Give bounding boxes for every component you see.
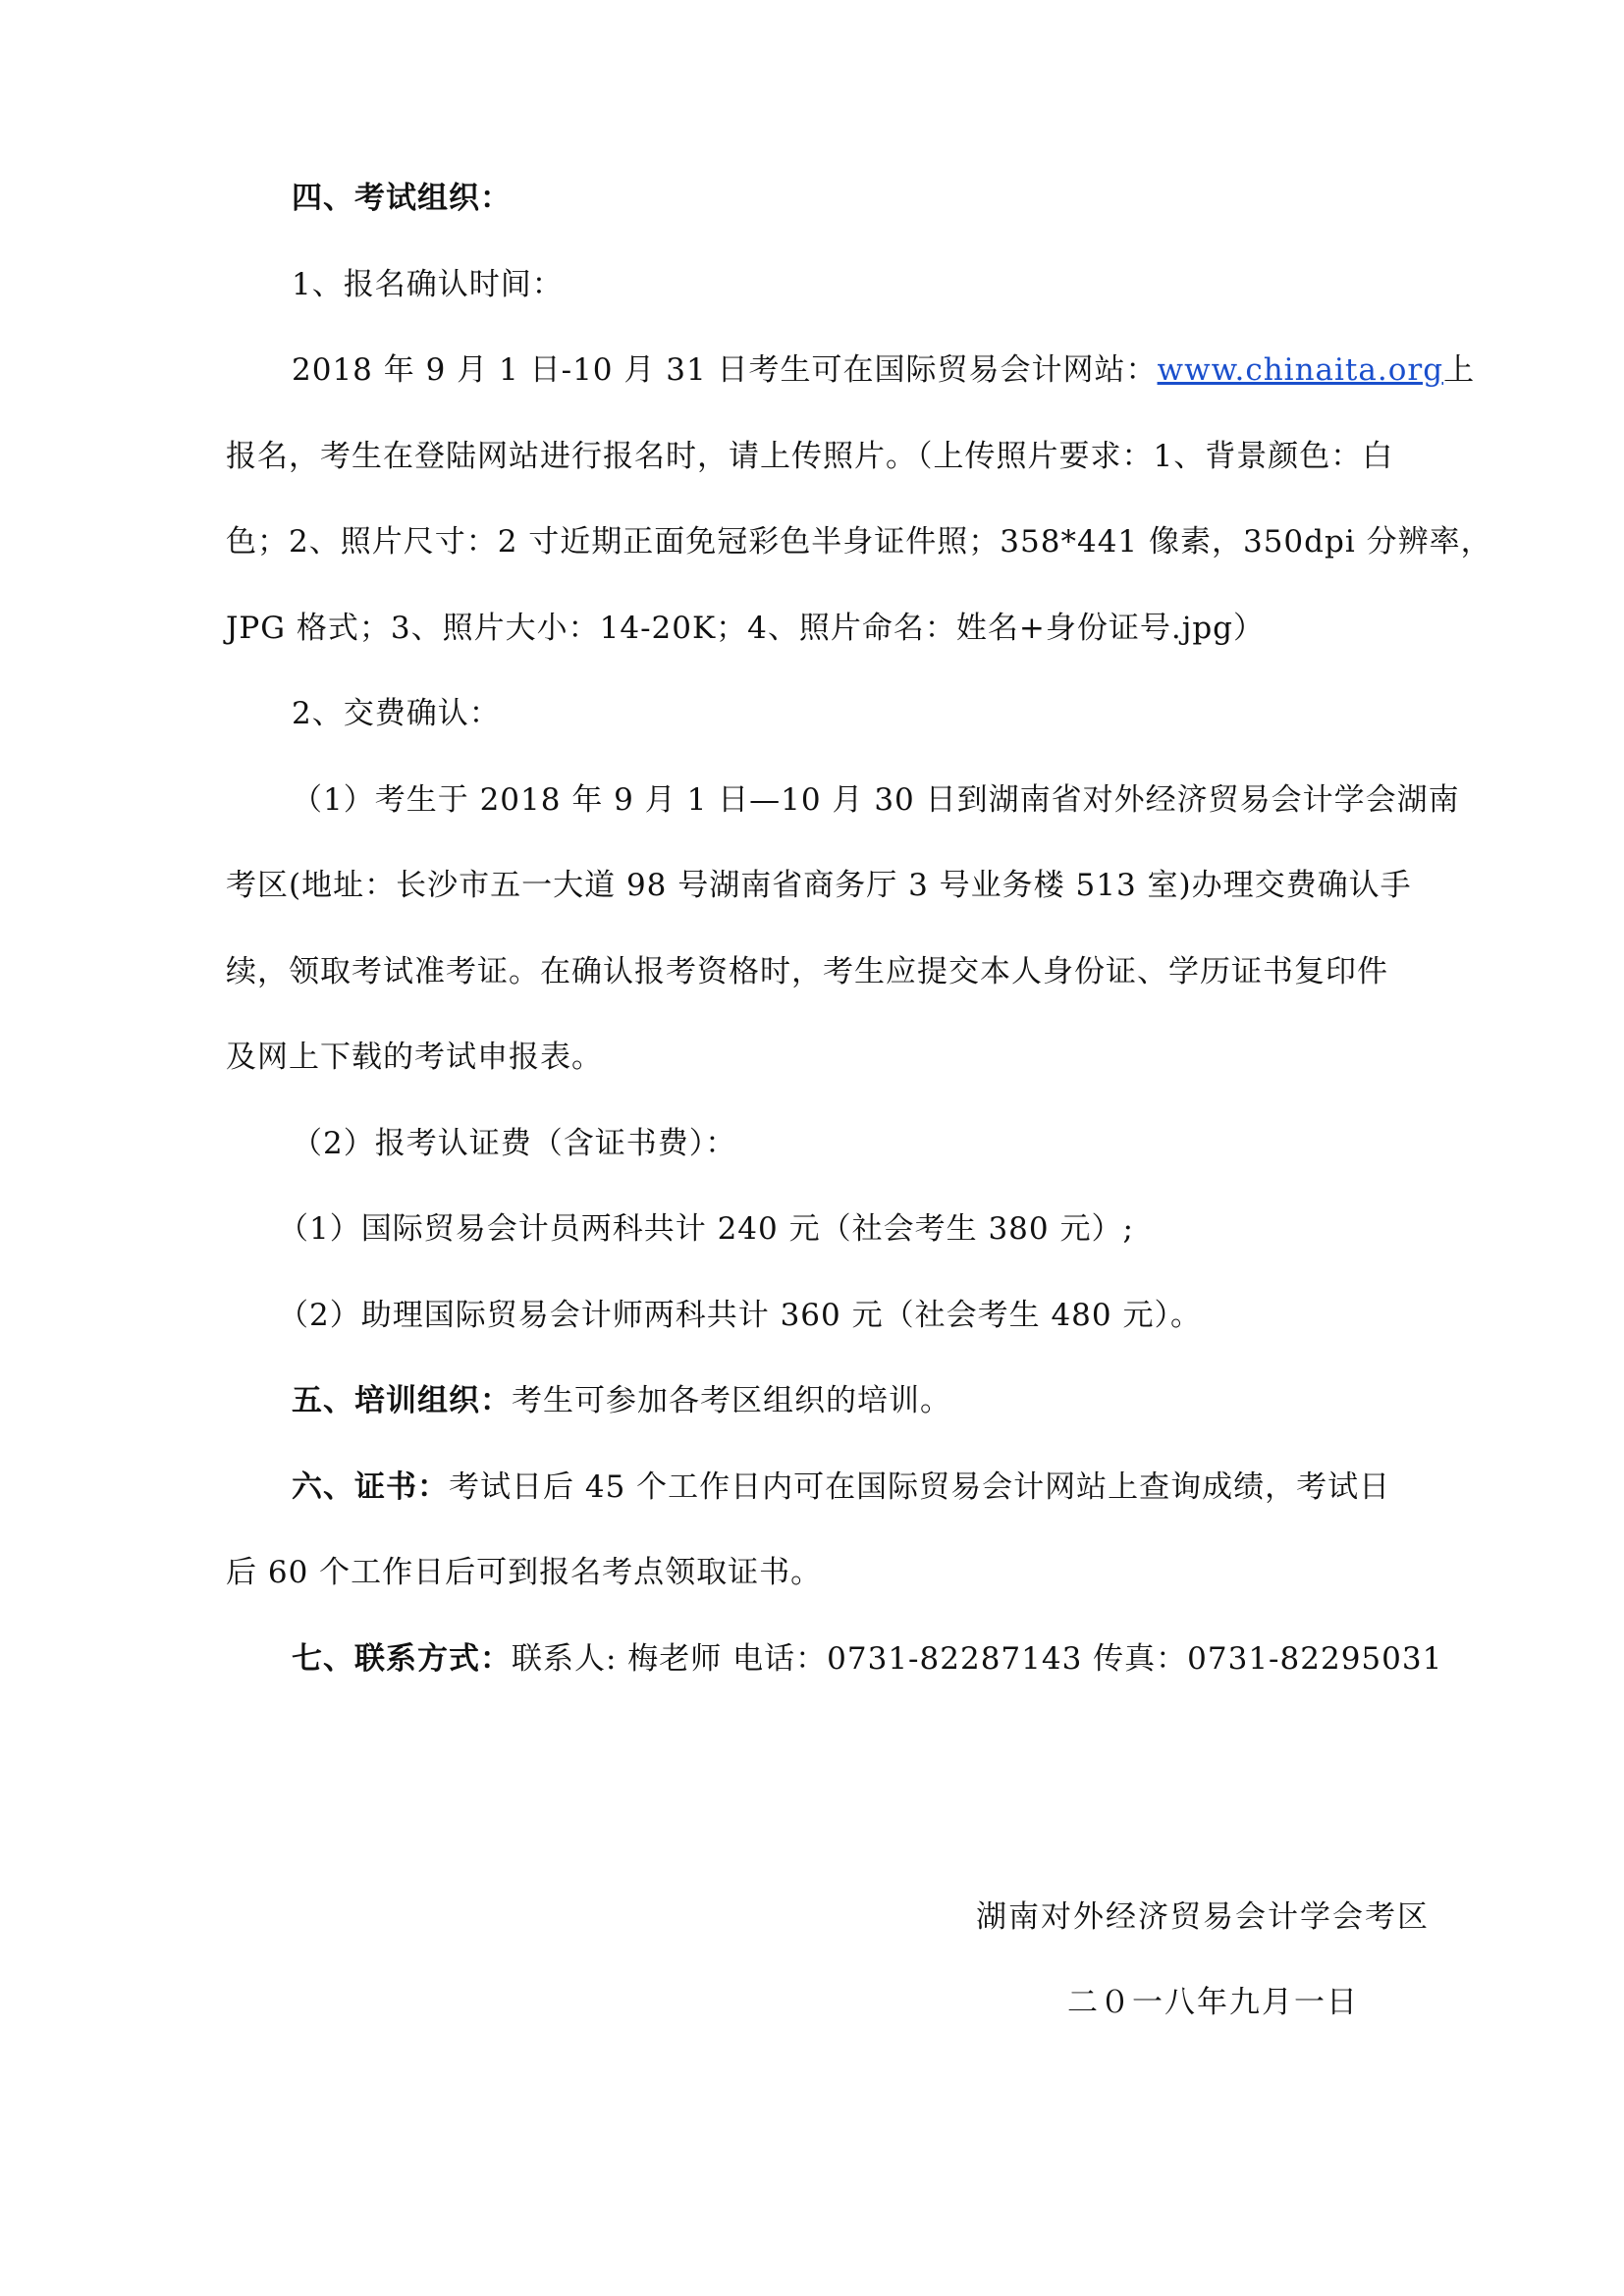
section5-text: 考生可参加各考区组织的培训。 [512,1383,951,1418]
fee-item-2: （2）助理国际贸易会计师两科共计 360 元（社会考生 480 元）。 [278,1298,1202,1333]
fee-paragraph-line1: （1）考生于 2018 年 9 月 1 日—10 月 30 日到湖南省对外经济贸易会计学会湖南 [292,782,1460,818]
section7-text: 联系人: 梅老师 电话：0731-82287143 传真：0731-82295031 [512,1641,1443,1677]
registration-date-text: 2018 年 9 月 1 日-10 月 31 日考生可在国际贸易会计网站： [292,352,1158,388]
fee-paragraph-line2: 考区(地址：长沙市五一大道 98 号湖南省商务厅 3 号业务楼 513 室)办理交费确认手 [226,868,1412,903]
item2-heading: 2、交费确认： [292,696,501,731]
item1-heading: 1、报名确认时间： [292,267,564,302]
section6-line2: 后 60 个工作日后可到报名考点领取证书。 [226,1555,823,1590]
fee-paragraph-line4: 及网上下载的考试申报表。 [226,1040,603,1075]
section5-label: 五、培训组织： [292,1383,512,1418]
signature-organization: 湖南对外经济贸易会计学会考区 [976,1899,1430,1935]
section7-line [292,1639,1442,1679]
registration-suffix-text: 上 [1443,352,1476,388]
section5-line [292,1381,951,1420]
section6-text: 考试日后 45 个工作日内可在国际贸易会计网站上查询成绩，考试日 [449,1469,1391,1505]
registration-paragraph-line1 [292,350,1475,390]
section7-label: 七、联系方式： [292,1641,512,1677]
section6-label: 六、证书： [292,1469,449,1505]
registration-paragraph-line2: 报名，考生在登陆网站进行报名时，请上传照片。（上传照片要求：1、背景颜色：白 [226,439,1394,474]
signature-date: 二０一八年九月一日 [1067,1985,1359,2020]
fee-item-1: （1）国际贸易会计员两科共计 240 元（社会考生 380 元）; [278,1211,1134,1247]
section6-line1 [292,1468,1390,1507]
website-link[interactable]: www.chinaita.org [1157,352,1444,388]
fee-heading: （2）报考认证费（含证书费）： [292,1126,737,1161]
section4-heading: 四、考试组织： [292,181,512,216]
registration-paragraph-line3: 色；2、照片尺寸：2 寸近期正面免冠彩色半身证件照；358*441 像素，350dpi 分辨率， [226,524,1492,560]
fee-paragraph-line3: 续，领取考试准考证。在确认报考资格时，考生应提交本人身份证、学历证书复印件 [226,954,1388,989]
registration-paragraph-line4: JPG 格式；3、照片大小：14-20K；4、照片命名：姓名+身份证号.jpg） [226,611,1266,646]
